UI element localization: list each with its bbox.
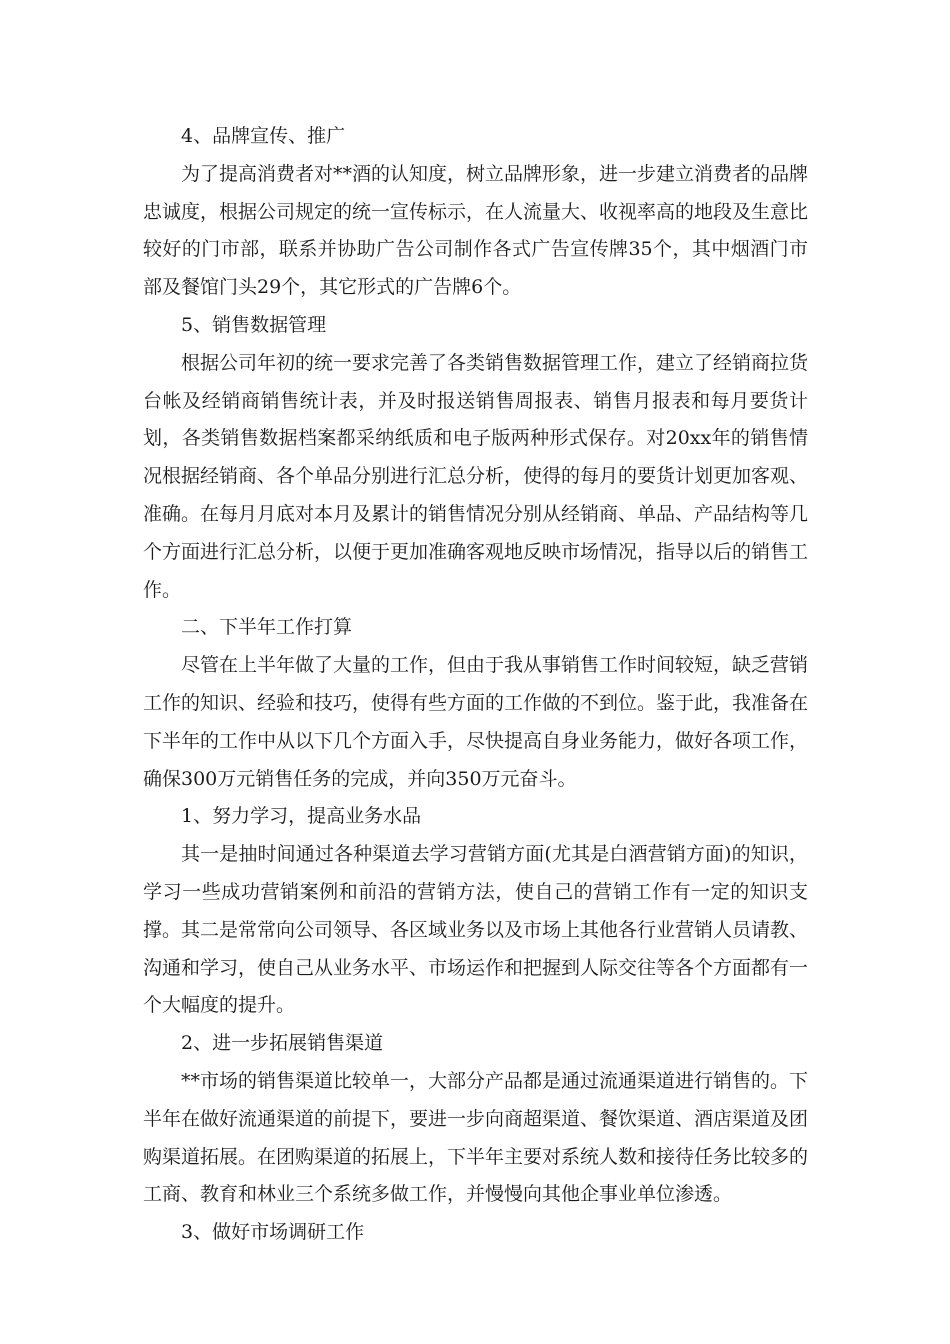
section-heading: 二、下半年工作打算 (181, 616, 353, 639)
paragraph: 其一是抽时间通过各种渠道去学习营销方面(尤其是白酒营销方面)的知识，学习一些成功营销案例和前沿的营销方法，使自己的营销工作有一定的知识支撑。其二是常常向公司领导、各区域业务以及市场上其他各行业营销人员请教、沟通和学习，使自己从业务水平、市场运作和把握到人际交往等各个方面都有一个大幅度的提升。 (143, 843, 809, 1017)
paragraph: **市场的销售渠道比较单一，大部分产品都是通过流通渠道进行销售的。下半年在做好流通渠道的前提下，要进一步向商超渠道、餐饮渠道、酒店渠道及团购渠道拓展。在团购渠道的拓展上，下半年主要对系统人数和接待任务比较多的工商、教育和林业三个系统多做工作，并慢慢向其他企事业单位渗透。 (143, 1069, 809, 1206)
document-body (143, 118, 808, 1252)
paragraph: 尽管在上半年做了大量的工作，但由于我从事销售工作时间较短，缺乏营销工作的知识、经验和技巧，使得有些方面的工作做的不到位。鉴于此，我准备在下半年的工作中从以下几个方面入手，尽快提高自身业务能力，做好各项工作，确保300万元销售任务的完成，并向350万元奋斗。 (143, 654, 809, 790)
section-heading: 5、销售数据管理 (181, 313, 327, 336)
section-heading: 3、做好市场调研工作 (181, 1221, 365, 1244)
section-heading: 2、进一步拓展销售渠道 (181, 1032, 384, 1055)
section-heading: 4、品牌宣传、推广 (181, 125, 346, 147)
paragraph: 根据公司年初的统一要求完善了各类销售数据管理工作，建立了经销商拉货台帐及经销商销售统计表，并及时报送销售周报表、销售月报表和每月要货计划，各类销售数据档案都采纳纸质和电子版两种形式保存。对20xx年的销售情况根据经销商、各个单品分别进行汇总分析，使得的每月的要货计划更加客观、准确。在每月月底对本月及累计的销售情况分别从经销商、单品、产品结构等几个方面进行汇总分析，以便于更加准确客观地反映市场情况，指导以后的销售工作。 (143, 351, 809, 601)
paragraph: 为了提高消费者对**酒的认知度，树立品牌形象，进一步建立消费者的品牌忠诚度，根据公司规定的统一宣传标示，在人流量大、收视率高的地段及生意比较好的门市部，联系并协助广告公司制作各式广告宣传牌35个，其中烟酒门市部及餐馆门头29个，其它形式的广告牌6个。 (143, 162, 809, 299)
section-heading: 1、努力学习，提高业务水品 (181, 805, 422, 828)
